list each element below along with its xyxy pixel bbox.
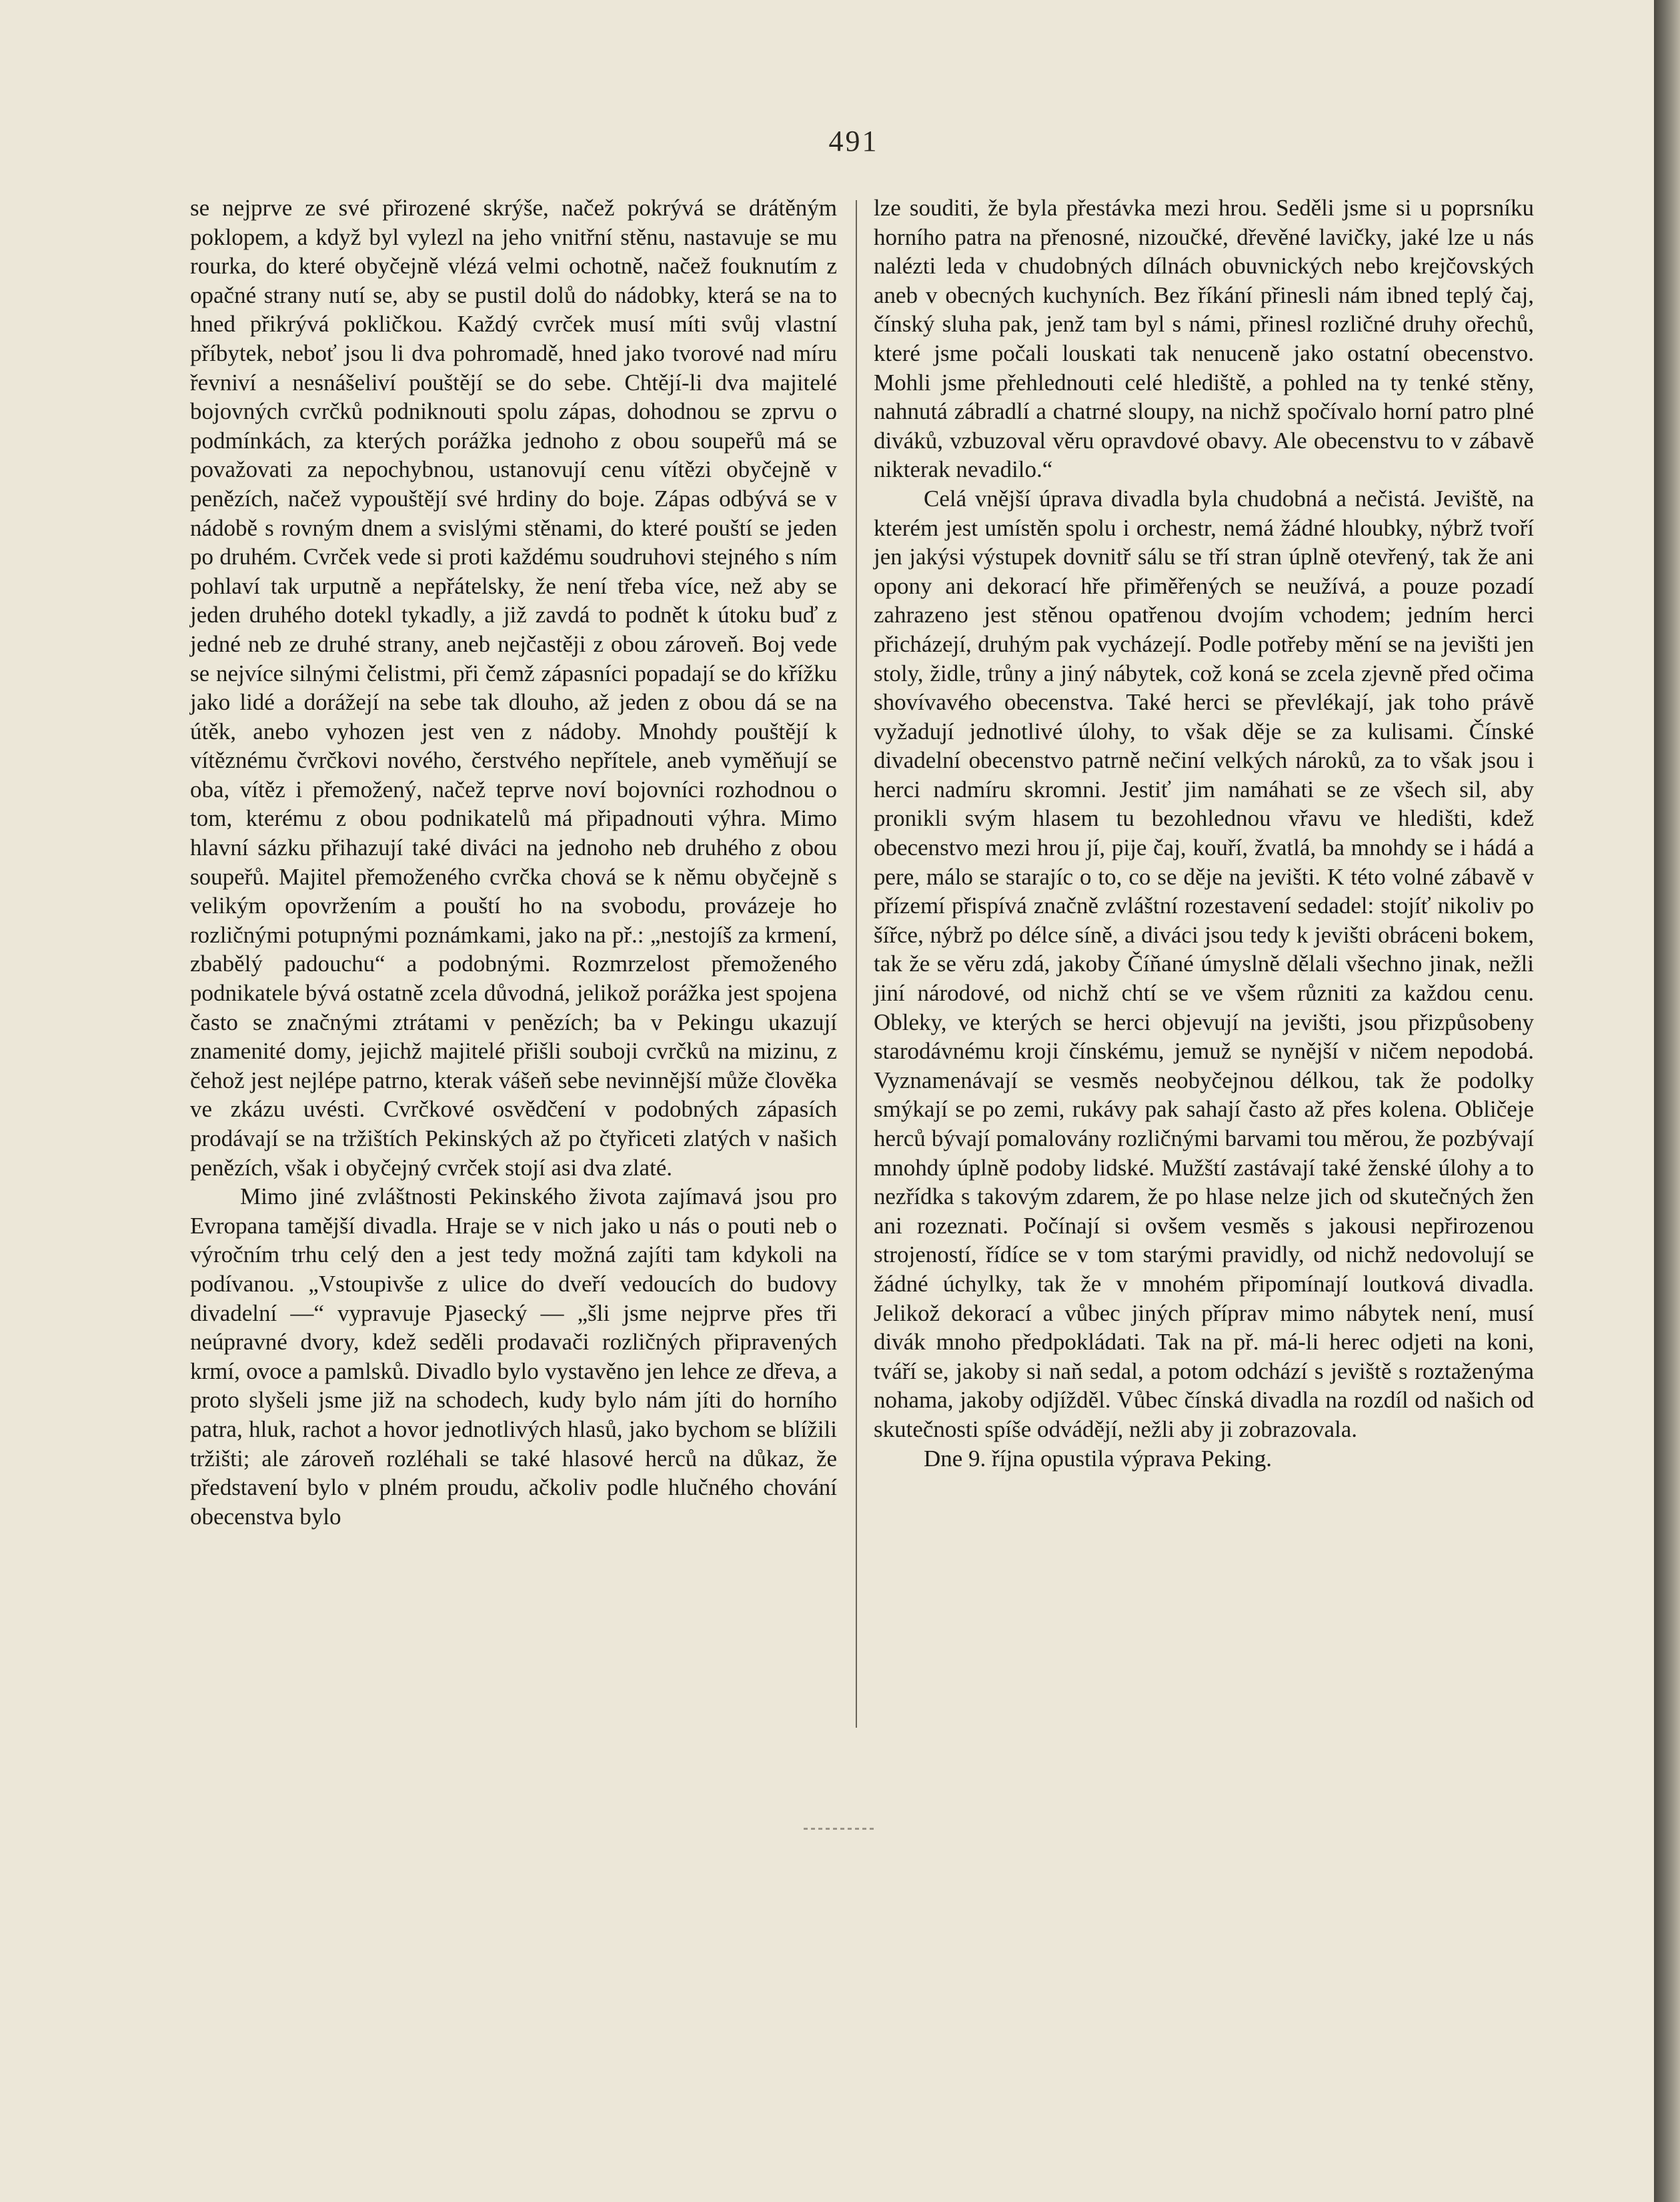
paragraph: lze souditi, že byla přestávka mezi hrou. Seděli jsme si u poprsníku horního patra na přenosné, nizoučké, dřevěné lavičky, jaké lze u nás nalézti leda v chudobných dílnách obuvnických nebo krejčovských aneb v obecných kuchyních. Bez říkání přinesli nám ibned teplý čaj, čínský sluha pak, jenž tam byl s námi, přinesl rozličné druhy ořechů, které jsme počali louskati tak nenuceně jako ostatní obecenstvo. Mohli jsme přehlednouti celé hlediště, a pohled na ty tenké stěny, nahnutá zábradlí a chatrné sloupy, na nichž spočívalo horní patro plné diváků, vzbuzoval věru opravdové obavy. Ale obecenstvu to v zábavě nikterak nevadilo.“ bbox=[874, 195, 1534, 483]
left-text-column bbox=[190, 193, 837, 1531]
page-number: 491 bbox=[828, 125, 879, 157]
right-text-column bbox=[874, 193, 1534, 1473]
column-divider bbox=[856, 200, 857, 1728]
paragraph: Mimo jiné zvláštnosti Pekinského života zajímavá jsou pro Evropana tamější divadla. Hraje se v nich jako u nás o pouti neb o výročním trhu celý den a jest tedy možná zajíti tam kdykoli na podívanou. „Vstoupivše z ulice do dveří vedoucích do budovy divadelní —“ vypravuje Pjasecký — „šli jsme nejprve přes tři neúpravné dvory, kdež seděli prodavači rozličných připravených krmí, ovoce a pamlsků. Divadlo bylo vystavěno jen lehce ze dřeva, a proto slyšeli jsme již na schodech, kudy bylo nám jíti do horního patra, hluk, rachot a hovor jednotlivých hlasů, jako bychom se blížili tržišti; ale zároveň rozléhali se také hlasové herců na důkaz, že představení bylo v plném proudu, ačkoliv podle hlučného chování obecenstva bylo bbox=[190, 1183, 837, 1530]
end-ornament-rule bbox=[804, 1828, 877, 1830]
paragraph: se nejprve ze své přirozené skrýše, načež pokrývá se drátěným poklopem, a když byl vylezl na jeho vnitřní stěnu, nastavuje se mu rourka, do které obyčejně vlézá velmi ochotně, načež fouknutím z opačné strany nutí se, aby se pustil dolů do nádobky, která se na to hned přikrývá pokličkou. Každý cvrček musí míti svůj vlastní příbytek, neboť jsou li dva pohromadě, hned jako tvorové nad míru řevniví a nesnášeliví pouštějí se do sebe. Chtějí-li dva majitelé bojovných cvrčků podniknouti spolu zápas, dohodnou se zprvu o podmínkách, za kterých porážka jednoho z obou soupeřů má se považovati za nepochybnou, ustanovují cenu vítězi obyčejně v penězích, načež vypouštějí své hrdiny do boje. Zápas odbývá se v nádobě s rovným dnem a svislými stěnami, do které pouští se jeden po druhém. Cvrček vede si proti každému soudruhovi stejného s ním pohlaví tak urputně a nepřátelsky, že není třeba více, než aby se jeden druhého dotekl tykadly, a již zavdá to podnět k útoku buď z jedné neb ze druhé strany, aneb nejčastěji z obou zároveň. Boj vede se nejvíce silnými čelistmi, při čemž zápasníci popadají se do křížku jako lidé a dorážejí na sebe tak dlouho, až jeden z obou dá se na útěk, anebo vyhozen jest ven z nádoby. Mnohdy pouštějí k vítěznému čvrčkovi nového, čerstvého nepřítele, aneb vyměňují se oba, vítěz i přemožený, načež teprve noví bojovníci rozhodnou o tom, kterému z obou podnikatelů má připadnouti výhra. Mimo hlavní sázku přihazují také diváci na jednoho neb druhého z obou soupeřů. Majitel přemoženého cvrčka chová se k němu obyčejně s velikým opovržením a pouští ho na svobodu, provázeje ho rozličnými potupnými poznámkami, jako na př.: „nestojíš za krmení, zbabělý padouchu“ a podobnými. Rozmrzelost přemoženého podnikatele bývá ostatně zcela důvodná, jelikož porážka jest spojena často se značnými ztrátami v penězích; ba v Pekingu ukazují znamenité domy, jejichž majitelé přišli souboji cvrčků na mizinu, z čehož jest nejlépe patrno, kterak vášeň sebe nevinnější může člověka ve zkázu uvésti. Cvrčkové osvědčení v podobných zápasích prodávají se na tržištích Pekinských až po čtyřiceti zlatých v našich penězích, však i obyčejný cvrček stojí asi dva zlaté. bbox=[190, 195, 837, 1181]
paragraph: Dne 9. října opustila výprava Peking. bbox=[924, 1445, 1272, 1472]
paragraph: Celá vnější úprava divadla byla chudobná a nečistá. Jeviště, na kterém jest umístěn spolu i orchestr, nemá žádné hloubky, nýbrž tvoří jen jakýsi výstupek dovnitř sálu se tří stran úplně otevřený, tak že ani opony ani dekorací hře přiměřených se neužívá, a pouze pozadí zahrazeno jest stěnou opatřenou dvojím vchodem; jedním herci přicházejí, druhým pak vycházejí. Podle potřeby mění se na jevišti jen stoly, židle, trůny a jiný nábytek, což koná se zcela zjevně před očima shovívavého obecenstva. Také herci se převlékají, jak toho právě vyžadují jednotlivé úlohy, to však děje se za kulisami. Čínské divadelní obecenstvo patrně nečiní velkých nároků, za to však jsou i herci nadmíru skromni. Jestiť jim namáhati se ze všech sil, aby pronikli svým hlasem tu bezohlednou vřavu ve hledišti, kdež obecenstvo mezi hrou jí, pije čaj, kouří, žvatlá, ba mnohdy se i hádá a pere, málo se starajíc o to, co se děje na jevišti. K této volné zábavě v přízemí přispívá značně zvláštní rozestavení sedadel: stojíť nikoliv po šířce, nýbrž po délce síně, a diváci jsou tedy k jevišti obráceni bokem, tak že se věru zdá, jakoby Číňané úmyslně dělali všechno jinak, nežli jiní národové, od nichž chtí se ve všem různiti za každou cenu. Obleky, ve kterých se herci objevují na jevišti, jsou přizpůsobeny starodávnému kroji čínskému, jemuž se nynější v ničem nepodobá. Vyznamenávají se vesměs neobyčejnou délkou, tak že podolky smýkají se po zemi, rukávy pak sahají často až přes kolena. Obličeje herců bývají pomalovány rozličnými barvami tou měrou, že pozbývají mnohdy úplně podoby lidské. Mužští zastávají také ženské úlohy a to nezřídka s takovým zdarem, že po hlase nelze jich od skutečných žen ani rozeznati. Počínají si ovšem vesměs s jakousi nepřirozenou strojeností, řídíce se v tom starými pravidly, od nichž nedovolují se žádné úchylky, tak že v mnohém připomínají loutková divadla. Jelikož dekorací a vůbec jiných příprav mimo nábytek není, musí divák mnoho předpokládati. Tak na př. má-li herec odjeti na koni, tváří se, jakoby si naň sedal, a potom odchází s jeviště s roztaženýma nohama, jakoby odjížděl. Vůbec čínská divadla na rozdíl od našich od skutečnosti spíše odvádějí, nežli aby ji zobrazovala. bbox=[874, 485, 1534, 1442]
page-edge-shadow bbox=[1654, 0, 1680, 2202]
